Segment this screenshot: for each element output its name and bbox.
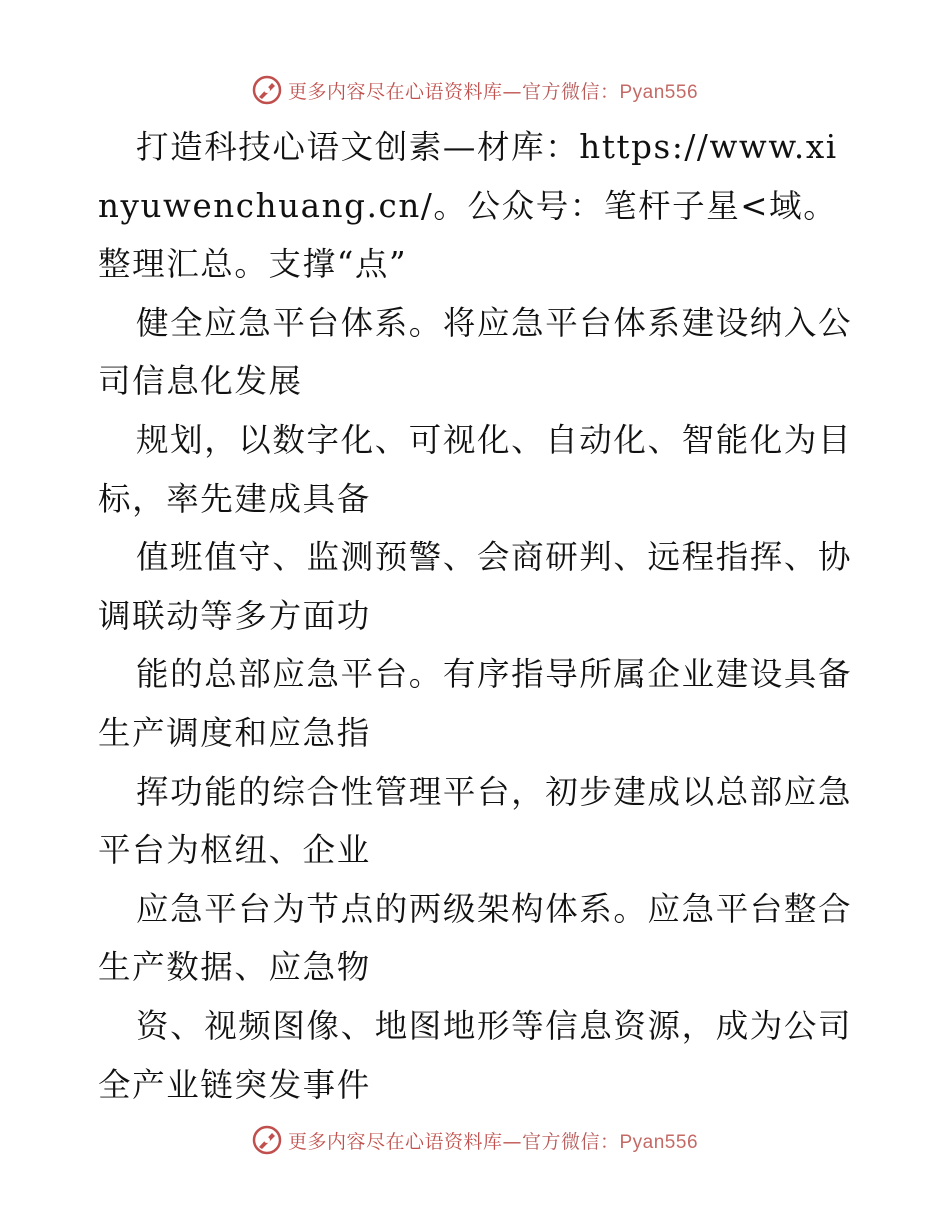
paragraph-5: 挥功能的综合性管理平台，初步建成以总部应急平台为枢纽、企业 [98,772,853,870]
watermark-main: 更多内容尽在心语资料库 [287,1130,503,1153]
watermark-text [288,77,698,104]
paragraph-1: 健全应急平台体系。将应急平台体系建设纳入公司信息化发展 [98,303,853,401]
header-watermark-banner [0,70,950,110]
watermark-dash: — [502,80,522,103]
watermark-dash: — [502,1130,522,1153]
pen-logo-icon [252,1125,282,1155]
watermark-main: 更多内容尽在心语资料库 [287,80,503,103]
paragraph-2: 规划，以数字化、可视化、自动化、智能化为目标，率先建成具备 [98,420,853,518]
pen-logo-icon [252,75,282,105]
paragraph-0: 打造科技心语文创素—材库：https://www.xinyuwenchuang.cn/。公众号：笔杆子星<域。整理汇总。支撑“点” [98,128,838,284]
watermark-wechat-label: 官方微信： [521,1130,620,1153]
watermark-wechat-id: Pyan556 [619,81,699,103]
paragraph-7: 资、视频图像、地图地形等信息资源，成为公司全产业链突发事件 [98,1006,853,1104]
watermark-text [288,1127,698,1154]
footer-watermark-banner [0,1120,950,1160]
watermark-wechat-label: 官方微信： [521,80,620,103]
paragraph-4: 能的总部应急平台。有序指导所属企业建设具备生产调度和应急指 [98,655,853,752]
paragraph-3: 值班值守、监测预警、会商研判、远程指挥、协调联动等多方面功 [98,538,853,635]
paragraph-6: 应急平台为节点的两级架构体系。应急平台整合生产数据、应急物 [98,889,853,987]
document-body [98,118,858,1114]
watermark-wechat-id: Pyan556 [619,1131,699,1153]
